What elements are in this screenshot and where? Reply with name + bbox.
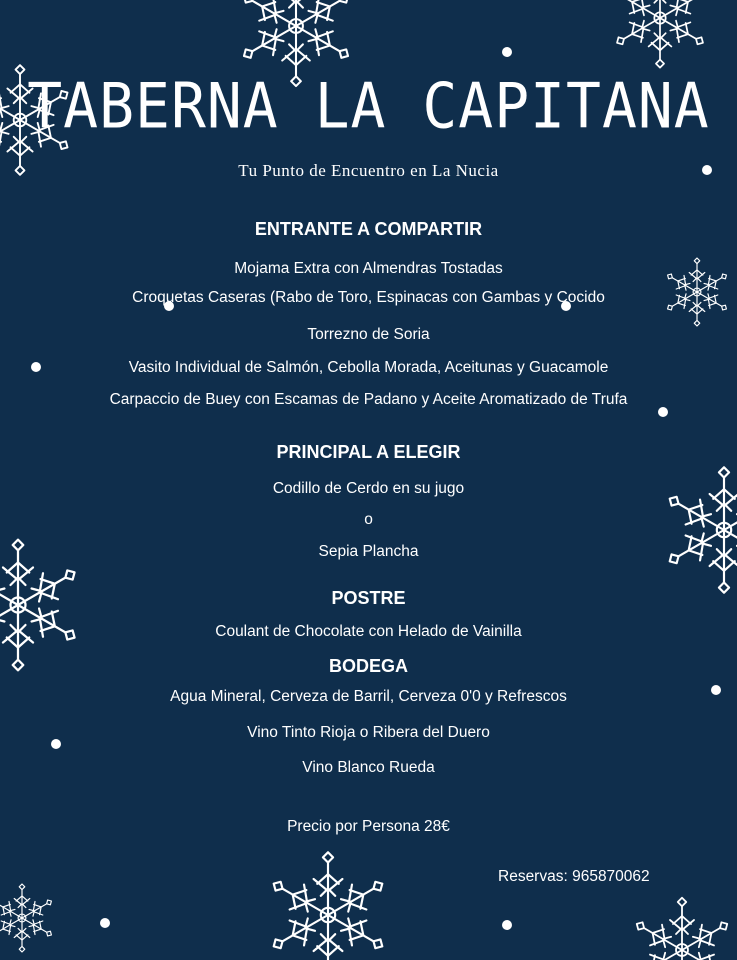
reservations-phone: Reservas: 965870062 — [498, 868, 650, 885]
menu-item: Carpaccio de Buey con Escamas de Padano y Aceite Aromatizado de Trufa — [109, 391, 628, 408]
menu-item: Agua Mineral, Cerveza de Barril, Cerveza 0'0 y Refrescos — [170, 688, 567, 705]
menu-item: Mojama Extra con Almendras Tostadas — [234, 260, 503, 277]
restaurant-name: TABERNA LA CAPITANA — [27, 69, 710, 143]
menu-item-separator: o — [364, 511, 373, 528]
menu-item: Vasito Individual de Salmón, Cebolla Morada, Aceitunas y Guacamole — [128, 359, 609, 376]
menu-item: Codillo de Cerdo en su jugo — [272, 480, 465, 497]
section-title-postre: POSTRE — [331, 588, 406, 608]
section-title-principal: PRINCIPAL A ELEGIR — [276, 442, 461, 462]
snowflake-icon — [631, 898, 733, 960]
menu-item: Torrezno de Soria — [307, 326, 430, 343]
menu-item: Vino Blanco Rueda — [302, 759, 435, 776]
price-per-person: Precio por Persona 28€ — [287, 818, 450, 835]
restaurant-tagline: Tu Punto de Encuentro en La Nucia — [238, 161, 499, 180]
menu-item: Vino Tinto Rioja o Ribera del Duero — [247, 724, 490, 741]
snowflake-icon — [611, 0, 708, 68]
snowflake-icon — [0, 884, 55, 952]
snowflake-icon — [267, 852, 390, 960]
menu-item: Croquetas Caseras (Rabo de Toro, Espinacas con Gambas y Cocido — [132, 289, 605, 306]
section-title-bodega: BODEGA — [328, 656, 408, 676]
menu-item: Sepia Plancha — [318, 543, 419, 560]
section-title-entrante: ENTRANTE A COMPARTIR — [254, 219, 483, 239]
menu-item: Coulant de Chocolate con Helado de Vainilla — [215, 623, 522, 640]
